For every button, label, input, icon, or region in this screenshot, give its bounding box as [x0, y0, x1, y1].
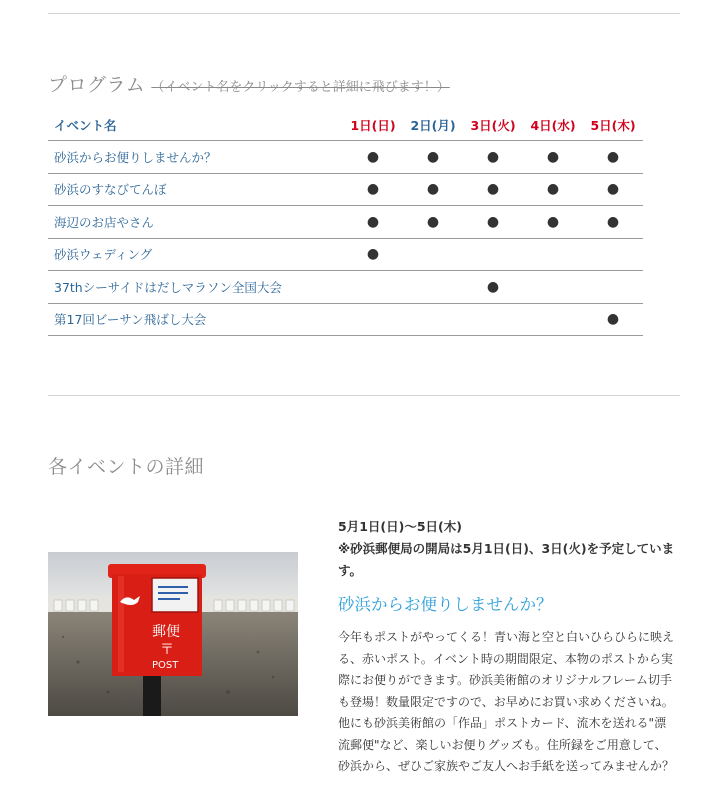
column-header-day-3: 3日(火) [463, 110, 523, 141]
table-row [48, 206, 643, 239]
day-5-cell [583, 238, 643, 271]
day-2-cell [403, 303, 463, 336]
schedule-marker: ● [486, 213, 500, 230]
schedule-marker: ● [546, 213, 560, 230]
schedule-marker: ● [366, 246, 380, 263]
postbox-photo-illustration [48, 552, 298, 716]
schedule-marker: ● [486, 278, 500, 295]
day-3-cell [463, 271, 523, 304]
event-detail [338, 516, 678, 778]
day-1-cell [343, 206, 403, 239]
event-name-cell [48, 173, 343, 206]
event-date-note: ※砂浜郵便局の開局は5月1日(日)、3日(火)を予定しています。 [338, 541, 675, 578]
day-3-cell [463, 206, 523, 239]
schedule-marker: ● [546, 148, 560, 165]
day-4-cell [523, 141, 583, 174]
day-3-cell [463, 238, 523, 271]
day-3-cell [463, 303, 523, 336]
schedule-marker: ● [426, 213, 440, 230]
day-2-cell [403, 271, 463, 304]
event-description: 今年もポストがやってくる！青い海と空と白いひらひらに映える、赤いポスト。イベント時の期間限定、本物のポストから実際にお便りができます。砂浜美術館のオリジナルフレーム切手も登場！数量限定ですので、お早めにお買い求めくださいね。他にも砂浜美術館の「作品」ポストカード、流木を送れる"漂流郵便"など、楽しいお便りグッズも。住所録をご用意して、砂浜から、ぜひご家族やご友人へお手紙を送ってみませんか？ [338, 630, 675, 773]
day-1-cell [343, 141, 403, 174]
day-4-cell [523, 206, 583, 239]
day-2-cell [403, 173, 463, 206]
schedule-marker: ● [606, 311, 620, 328]
day-2-cell [403, 238, 463, 271]
day-5-cell [583, 173, 643, 206]
program-table [48, 110, 643, 336]
day-4-cell [523, 303, 583, 336]
table-row [48, 238, 643, 271]
schedule-marker: ● [606, 181, 620, 198]
program-heading-note: （イベント名をクリックすると詳細に飛びます！） [151, 80, 450, 95]
schedule-marker: ● [546, 181, 560, 198]
schedule-marker: ● [366, 148, 380, 165]
day-4-cell [523, 238, 583, 271]
schedule-marker: ● [486, 181, 500, 198]
event-date: 5月1日(日)〜5日(木) [338, 519, 462, 534]
schedule-marker: ● [366, 181, 380, 198]
program-table-body [48, 141, 643, 336]
column-header-day-4: 4日(水) [523, 110, 583, 141]
event-name-cell [48, 206, 343, 239]
schedule-marker: ● [426, 148, 440, 165]
column-header-day-1: 1日(日) [343, 110, 403, 141]
schedule-marker: ● [366, 213, 380, 230]
column-header-day-2: 2日(月) [403, 110, 463, 141]
details-heading: 各イベントの詳細 [48, 456, 205, 478]
event-link[interactable]: 砂浜からお便りしませんか？ [54, 149, 217, 165]
event-name-cell [48, 303, 343, 336]
photo-post-mark: 〒 [160, 642, 174, 658]
day-1-cell [343, 173, 403, 206]
event-link[interactable]: 第17回ビーサン飛ばし大会 [54, 312, 207, 328]
event-name-cell [48, 271, 343, 304]
day-4-cell [523, 173, 583, 206]
program-heading [48, 70, 450, 97]
event-name-cell [48, 141, 343, 174]
day-2-cell [403, 206, 463, 239]
schedule-marker: ● [486, 148, 500, 165]
day-1-cell [343, 271, 403, 304]
schedule-marker: ● [606, 148, 620, 165]
day-5-cell [583, 271, 643, 304]
table-row [48, 141, 643, 174]
schedule-marker: ● [426, 181, 440, 198]
event-name-cell [48, 238, 343, 271]
table-row [48, 303, 643, 336]
day-4-cell [523, 271, 583, 304]
event-link[interactable]: 37thシーサイドはだしマラソン全国大会 [54, 279, 282, 295]
event-title: 砂浜からお便りしませんか？ [338, 595, 553, 614]
table-row [48, 173, 643, 206]
section-divider [48, 395, 680, 396]
day-5-cell [583, 303, 643, 336]
event-link[interactable]: 海辺のお店やさん [54, 214, 155, 230]
day-5-cell [583, 141, 643, 174]
program-table-header [48, 110, 643, 141]
photo-post-kanji: 郵便 [152, 624, 180, 640]
day-3-cell [463, 141, 523, 174]
event-link[interactable]: 砂浜のすなびてんぼ [54, 182, 167, 198]
column-header-event: イベント名 [48, 110, 343, 141]
day-1-cell [343, 303, 403, 336]
program-heading-title: プログラム [48, 74, 146, 96]
day-3-cell [463, 173, 523, 206]
column-header-day-5: 5日(木) [583, 110, 643, 141]
top-divider [48, 13, 680, 14]
day-5-cell [583, 206, 643, 239]
event-link[interactable]: 砂浜ウェディング [54, 247, 153, 263]
photo-post-label: POST [152, 660, 179, 671]
table-row [48, 271, 643, 304]
day-2-cell [403, 141, 463, 174]
event-photo [48, 552, 298, 716]
day-1-cell [343, 238, 403, 271]
schedule-marker: ● [606, 213, 620, 230]
